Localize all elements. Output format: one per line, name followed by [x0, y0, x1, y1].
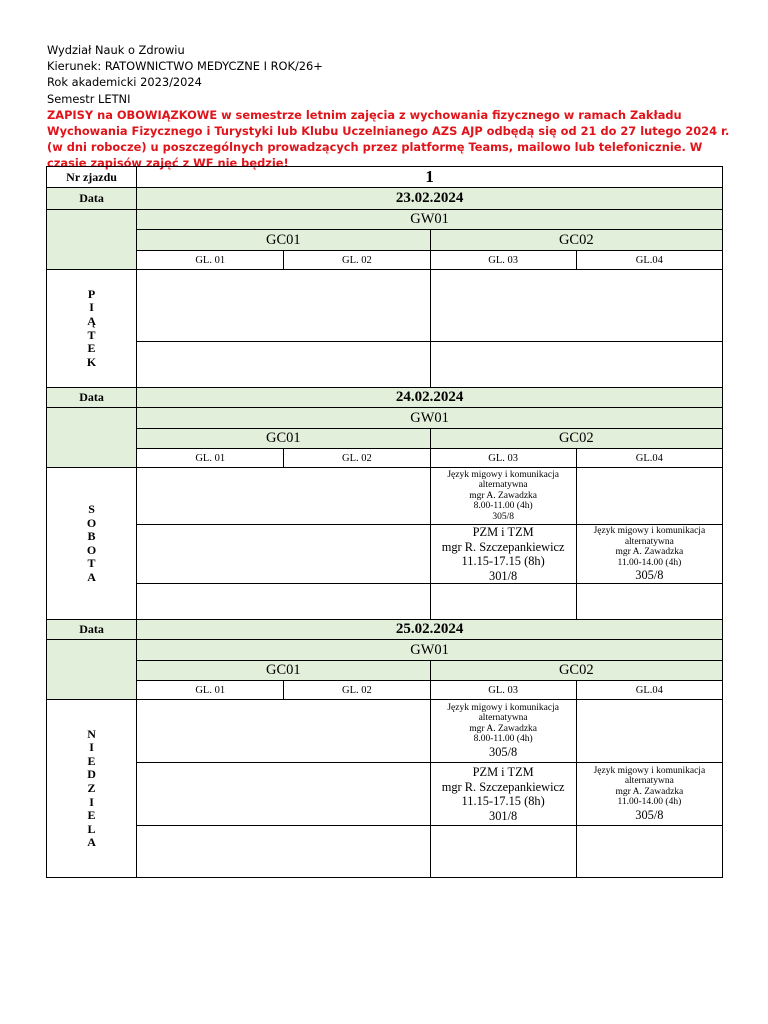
date-label: Data [47, 620, 137, 640]
day-date: 24.02.2024 [137, 388, 723, 408]
field-line: Kierunek: RATOWNICTWO MEDYCZNE I ROK/26+ [47, 59, 323, 74]
gc-group: GC01 [137, 661, 430, 681]
nr-zjazdu-value: 1 [137, 167, 723, 188]
gc-group: GC01 [137, 230, 430, 251]
gl-group: GL. 01 [137, 251, 284, 270]
day-name-friday: P I Ą T E K [47, 270, 137, 388]
schedule-cell [137, 584, 430, 620]
gl-group: GL. 01 [137, 681, 284, 700]
schedule-cell [137, 763, 430, 826]
gw-group: GW01 [137, 210, 723, 230]
gl-group: GL. 02 [284, 449, 430, 468]
nr-zjazdu-label: Nr zjazdu [47, 167, 137, 188]
semester-line: Semestr LETNI [47, 91, 131, 106]
gl-group: GL. 01 [137, 449, 284, 468]
gl-group: GL. 03 [430, 681, 576, 700]
gl-group: GL. 03 [430, 449, 576, 468]
schedule-cell [430, 826, 576, 878]
class-cell-pzm-tzm: PZM i TZM mgr R. Szczepankiewicz 11.15-17.15 (8h) 301/8 [430, 763, 576, 826]
faculty-line: Wydział Nauk o Zdrowiu [47, 43, 185, 57]
date-label: Data [47, 188, 137, 210]
schedule-cell [576, 700, 722, 763]
schedule-cell [137, 468, 430, 525]
class-cell-pzm-tzm: PZM i TZM mgr R. Szczepankiewicz 11.15-17.15 (8h) 301/8 [430, 525, 576, 584]
gc-group: GC02 [430, 429, 722, 449]
gc-group: GC02 [430, 661, 722, 681]
schedule-cell [137, 700, 430, 763]
day-name-sunday: N I E D Z I E L A [47, 700, 137, 878]
gl-group: GL.04 [576, 681, 722, 700]
gw-group: GW01 [137, 640, 723, 661]
day-date: 25.02.2024 [137, 620, 723, 640]
schedule-cell [430, 270, 722, 342]
group-header-spacer [47, 640, 137, 700]
day-date: 23.02.2024 [137, 188, 723, 210]
gc-group: GC01 [137, 429, 430, 449]
schedule-cell [137, 342, 430, 388]
document-header [47, 42, 737, 172]
schedule-cell [576, 584, 722, 620]
gl-group: GL. 02 [284, 681, 430, 700]
gl-group: GL.04 [576, 251, 722, 270]
date-label: Data [47, 388, 137, 408]
gl-group: GL.04 [576, 449, 722, 468]
year-line: Rok akademicki 2023/2024 [47, 75, 202, 90]
day-name-saturday: S O B O T A [47, 468, 137, 620]
schedule-table [46, 166, 723, 878]
enrollment-notice: ZAPISY na OBOWIĄZKOWE w semestrze letnim zajęcia z wychowania fizycznego w ramach Zakładu Wychowania Fizycznego i Turystyki lub Klubu Uczelnianego AZS AJP odbędą się od 21 do 27 lutego 2024 r. (w dni robocze) u poszczególnych prowadzących przez platformę Teams, mailowo lub telefonicznie. W czasie zapisów zajęć z WF nie będzie! [47, 107, 730, 171]
schedule-cell [576, 826, 722, 878]
gc-group: GC02 [430, 230, 722, 251]
class-cell-sign-language: Język migowy i komunikacja alternatywna mgr A. Zawadzka 11.00-14.00 (4h) 305/8 [576, 763, 722, 826]
gl-group: GL. 03 [430, 251, 576, 270]
gl-group: GL. 02 [284, 251, 430, 270]
class-cell-sign-language: Język migowy i komunikacja alternatywna mgr A. Zawadzka 11.00-14.00 (4h) 305/8 [576, 525, 722, 584]
group-header-spacer [47, 210, 137, 270]
schedule-cell [430, 342, 722, 388]
schedule-cell [430, 584, 576, 620]
gw-group: GW01 [137, 408, 723, 429]
schedule-cell [137, 525, 430, 584]
class-cell-sign-language: Język migowy i komunikacja alternatywna mgr A. Zawadzka 8.00-11.00 (4h) 305/8 [430, 468, 576, 525]
schedule-cell [137, 270, 430, 342]
schedule-cell [137, 826, 430, 878]
group-header-spacer [47, 408, 137, 468]
class-cell-sign-language: Język migowy i komunikacja alternatywna mgr A. Zawadzka 8.00-11.00 (4h) 305/8 [430, 700, 576, 763]
schedule-cell [576, 468, 722, 525]
